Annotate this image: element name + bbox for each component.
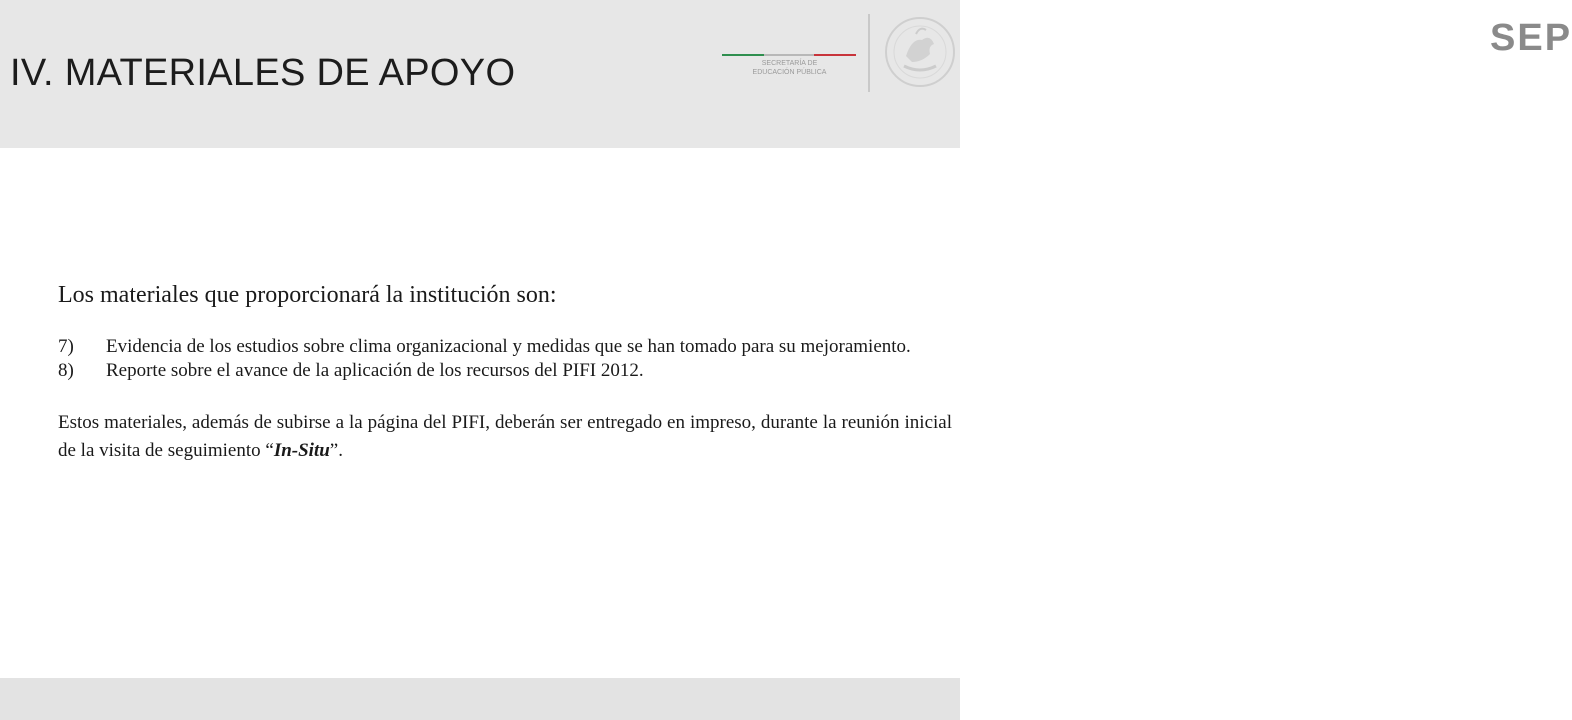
logo-red-stripe bbox=[814, 54, 856, 56]
sep-logo bbox=[722, 16, 1572, 96]
closing-paragraph bbox=[58, 409, 952, 465]
sep-subtitle-line1: SECRETARÍA DE bbox=[761, 60, 818, 67]
list-item-text: Reporte sobre el avance de la aplicación de los recursos del PIFI 2012. bbox=[106, 360, 644, 381]
slide-footer-bar bbox=[0, 678, 960, 720]
closing-text-end: ”. bbox=[329, 440, 343, 461]
list-item bbox=[58, 359, 952, 383]
list-item-number: 8) bbox=[58, 360, 74, 381]
slide-body bbox=[58, 282, 952, 465]
slide-title: IV. MATERIALES DE APOYO bbox=[10, 52, 516, 94]
lead-sentence: Los materiales que proporcionará la institución son: bbox=[58, 282, 557, 308]
list-item-number: 7) bbox=[58, 336, 74, 357]
sep-subtitle-line2: EDUCACIÓN PÚBLICA bbox=[752, 69, 827, 76]
logo-divider bbox=[868, 14, 870, 92]
slide-header bbox=[0, 0, 1572, 148]
sep-subtitle bbox=[752, 59, 827, 77]
closing-text: Estos materiales, además de subirse a la página del PIFI, deberán ser entregado en impreso, durante la reunión inicial de la visita de seguimiento “ bbox=[58, 412, 952, 461]
list-item bbox=[58, 335, 952, 359]
logo-green-stripe bbox=[722, 54, 764, 56]
sep-wordmark: SEP bbox=[1490, 17, 1572, 59]
logo-gray-stripe bbox=[764, 54, 814, 56]
list-item-text: Evidencia de los estudios sobre clima organizacional y medidas que se han tomado para su mejoramiento. bbox=[106, 336, 911, 357]
materials-list bbox=[58, 335, 952, 383]
mexican-coat-of-arms-seal-icon bbox=[876, 4, 958, 104]
in-situ-emphasis: In-Situ bbox=[273, 440, 330, 461]
